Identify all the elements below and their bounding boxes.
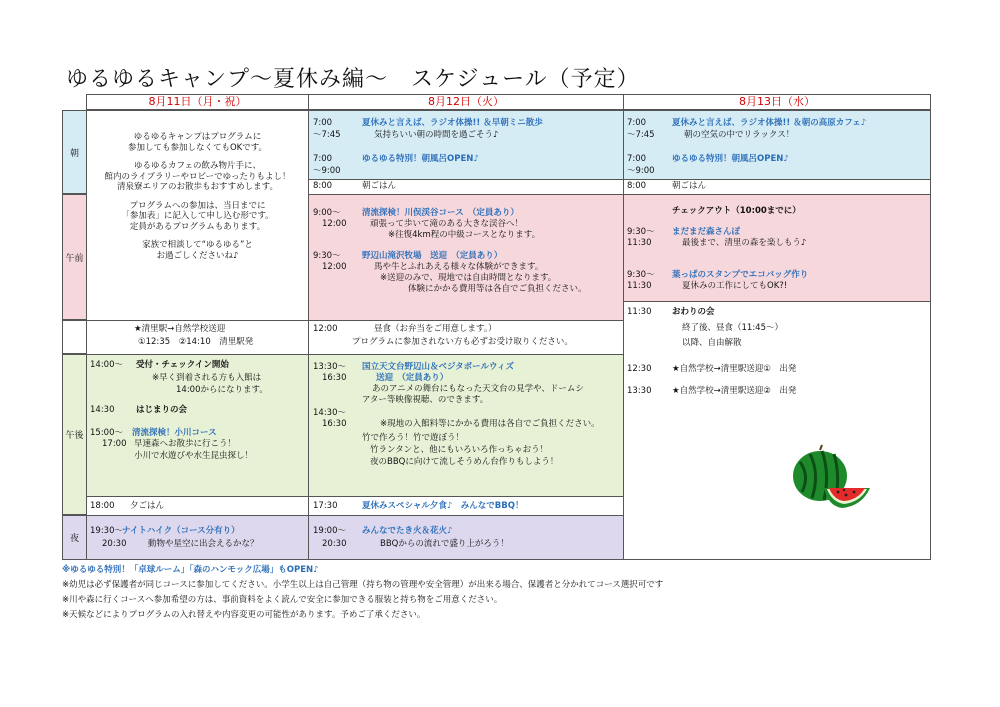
m-desc: 気持ちいい朝の時間を過ごそう♪ [374, 130, 499, 140]
checkin-note: 14:00からになります。 [176, 385, 268, 395]
breakfast-label: 朝ごはん [672, 181, 707, 191]
astro-desc: あのアニメの舞台にもなった天文台の見学や、ドームシ [372, 384, 584, 394]
astro-title: 国立天文台野辺山＆ベジタボールウィズ [362, 362, 514, 372]
intro-line: お過ごしくださいね♪ [156, 250, 239, 261]
footnote: ※天候などによりプログラムの入れ替えや内容変更の可能性があります。予めご了承ください。 [62, 610, 426, 620]
fire-time: 20:30 [322, 539, 347, 549]
bamboo-desc: 竹で作ろう！竹で遊ぼう！ [362, 433, 465, 443]
checkin-note: ※早く到着される方も入館は [152, 373, 262, 383]
day1-bus-title: ★清里駅→自然学校送迎 [134, 324, 226, 334]
night-desc: 動物や星空に出会えるかな？ [148, 539, 259, 549]
day2-breakfast-cell [308, 179, 624, 195]
dinner-time: 18:00 [90, 501, 115, 511]
astro-desc: アター等映像視聴、のできます。 [362, 395, 489, 405]
farm-time: 9:30〜 [313, 251, 341, 261]
stream-desc: 早速森へお散歩に行こう！ [134, 439, 237, 449]
forest-time: 9:30〜 [627, 227, 655, 237]
leaf-desc: 夏休みの工作にしてもOK?! [682, 281, 788, 291]
leaf-time: 11:30 [627, 281, 652, 291]
m-time: 7:00 [313, 118, 333, 128]
bath-title: ゆるゆる特別！朝風呂OPEN♪ [672, 154, 789, 164]
astro-time: 13:30〜 [313, 362, 346, 372]
opening-time: 14:30 [90, 405, 115, 415]
leaf-time: 9:30〜 [627, 270, 655, 280]
bath-title: ゆるゆる特別！朝風呂OPEN♪ [362, 154, 479, 164]
m-time: 〜7:45 [313, 130, 341, 140]
forest-desc: 最後まで、清里の森を楽しもう♪ [682, 238, 807, 248]
closing-title: おわりの会 [672, 307, 715, 317]
breakfast-label: 朝ごはん [362, 181, 397, 191]
farm-desc: 馬や牛とふれあえる様々な体験ができます。 [374, 262, 544, 272]
farm-desc: 体験にかかる費用等は各自でご負担ください。 [408, 284, 587, 294]
stream-desc: 小川で水遊びや水生昆虫探し！ [134, 451, 254, 461]
valley-time: 9:00〜 [313, 208, 341, 218]
bus-label: ★自然学校→清里駅送迎① 出発 [672, 364, 797, 374]
intro-line: プログラムへの参加は、当日までに [129, 200, 266, 211]
dinner-label: 夏休みスペシャル夕食♪ みんなでBBQ！ [362, 501, 524, 511]
dinner-label: 夕ごはん [130, 501, 165, 511]
opening-title: はじまりの会 [136, 405, 188, 415]
intro-line: 「参加表」に記入して申し込む形です。 [121, 211, 274, 221]
m-time: 〜7:45 [627, 130, 655, 140]
bamboo-desc: ※現地の入館料等にかかる費用は各自でご負担ください。 [380, 419, 600, 429]
bus-time: 12:30 [627, 364, 652, 374]
closing-desc: 終了後、昼食（11:45〜） [682, 323, 783, 333]
intro-line: 清泉寮エリアのお散歩もおすすめします。 [117, 182, 278, 192]
m-desc: 朝の空気の中でリラックス！ [684, 130, 795, 140]
lunch-time: 12:00 [313, 324, 338, 334]
stream-time: 17:00 [102, 439, 127, 449]
astro-title: 送迎 （定員あり） [376, 373, 449, 383]
day1-night-cell [86, 515, 309, 560]
intro-line: 定員があるプログラムもあります。 [129, 221, 266, 232]
forest-title: まだまだ森さんぽ [672, 227, 741, 237]
valley-time: 12:00 [322, 219, 347, 229]
lunch-label: 昼食（お弁当をご用意します。） [374, 324, 497, 334]
m-title: 夏休みと言えば、ラジオ体操!! ＆早朝ミニ散歩 [362, 118, 543, 128]
valley-title: 清流探検！川俣渓谷コース （定員あり） [362, 208, 519, 218]
night-time: 20:30 [102, 539, 127, 549]
m-time: 7:00 [627, 118, 647, 128]
checkin-title: 受付・チェックイン開始 [136, 360, 229, 370]
fire-time: 19:00〜 [313, 526, 346, 536]
night-time: 19:30〜 [90, 526, 123, 536]
m-title: 夏休みと言えば、ラジオ体操!! ＆朝の高原カフェ♪ [672, 118, 867, 128]
fire-title: みんなでたき火＆花火♪ [362, 526, 453, 536]
bamboo-time: 14:30〜 [313, 408, 346, 418]
period-morning: 朝 [62, 110, 87, 194]
fire-desc: BBQからの流れで盛り上がろう！ [380, 539, 509, 549]
lunch-note: プログラムに参加されない方も必ずお受け取りください。 [352, 337, 573, 347]
breakfast-time: 8:00 [627, 181, 647, 191]
valley-desc: ※往復4km程の中級コースとなります。 [388, 230, 541, 240]
footnote: ※川や森に行くコースへ参加希望の方は、事前資料をよく読んで安全に参加できる服装と持ち物をご用意ください。 [62, 595, 503, 605]
bamboo-desc: 夜のBBQに向けて流しそうめん台作りもしよう！ [370, 457, 559, 467]
period-night: 夜 [62, 515, 87, 560]
footnote: ※幼児は必ず保護者が同じコースに参加してください。小学生以上は自己管理（持ち物の管理や安全管理）が出来る場合、保護者と分かれてコース選択可です [62, 580, 664, 590]
intro-line: 館内のライブラリーやロビーでゆったりもよし！ [104, 171, 291, 182]
leaf-title: 葉っぱのスタンプでエコバッグ作り [672, 270, 809, 280]
day-header-2: 8月12日（火） [308, 94, 624, 110]
intro-line: ゆるゆるキャンプはプログラムに [133, 132, 262, 142]
bamboo-desc: 竹ランタンと、他にもいろいろ作っちゃおう！ [370, 445, 549, 455]
bath-time: 7:00 [627, 154, 647, 164]
breakfast-time: 8:00 [313, 181, 333, 191]
checkout-label: チェックアウト（10:00までに） [672, 206, 801, 216]
day3-breakfast-cell [623, 179, 931, 195]
forest-time: 11:30 [627, 238, 652, 248]
checkin-time: 14:00〜 [90, 360, 123, 370]
period-afternoon: 午後 [62, 354, 87, 515]
astro-time: 16:30 [322, 373, 347, 383]
day3-closing-cell [623, 301, 931, 560]
farm-desc: ※送迎のみで、現地では自由時間となります。 [380, 273, 557, 283]
farm-time: 12:00 [322, 262, 347, 272]
dinner-time: 17:30 [313, 501, 338, 511]
day-header-3: 8月13日（水） [623, 94, 931, 110]
bath-time: 〜9:00 [627, 166, 655, 176]
day2-night-cell [308, 515, 624, 560]
intro-line: ゆるゆるカフェの飲み物片手に、 [133, 161, 262, 171]
valley-desc: 頑張って歩いて滝のある大きな渓谷へ！ [370, 219, 524, 229]
day1-intro [86, 132, 309, 261]
period-forenoon: 午前 [62, 194, 87, 320]
closing-desc: 以降、自由解散 [682, 338, 742, 348]
bamboo-time: 16:30 [322, 419, 347, 429]
day1-bus-times: ①12:35 ②14:10 清里駅発 [138, 337, 254, 347]
farm-title: 野辺山滝沢牧場 送迎 （定員あり） [362, 251, 503, 261]
night-title: ナイトハイク（コース分有り） [122, 526, 240, 536]
footnote-highlight: ※ゆるゆる特別！「卓球ルーム」「森のハンモック広場」もOPEN♪ [62, 565, 319, 575]
bus-label: ★自然学校→清里駅送迎② 出発 [672, 386, 797, 396]
day1-dinner-cell [86, 496, 309, 516]
bus-time: 13:30 [627, 386, 652, 396]
watermelon-icon [790, 442, 872, 512]
stream-title: 清流探検！小川コース [132, 428, 217, 438]
period-gap [62, 320, 87, 354]
bath-time: 7:00 [313, 154, 333, 164]
page-title: ゆるゆるキャンプ〜夏休み編〜 スケジュール（予定） [66, 67, 640, 92]
stream-time: 15:00〜 [90, 428, 123, 438]
intro-line: 参加しても参加しなくてもOKです。 [127, 142, 268, 153]
intro-line: 家族で相談して“ゆるゆる”と [142, 240, 253, 250]
closing-time: 11:30 [627, 307, 652, 317]
bath-time: 〜9:00 [313, 166, 341, 176]
day-header-1: 8月11日（月・祝） [86, 94, 309, 110]
